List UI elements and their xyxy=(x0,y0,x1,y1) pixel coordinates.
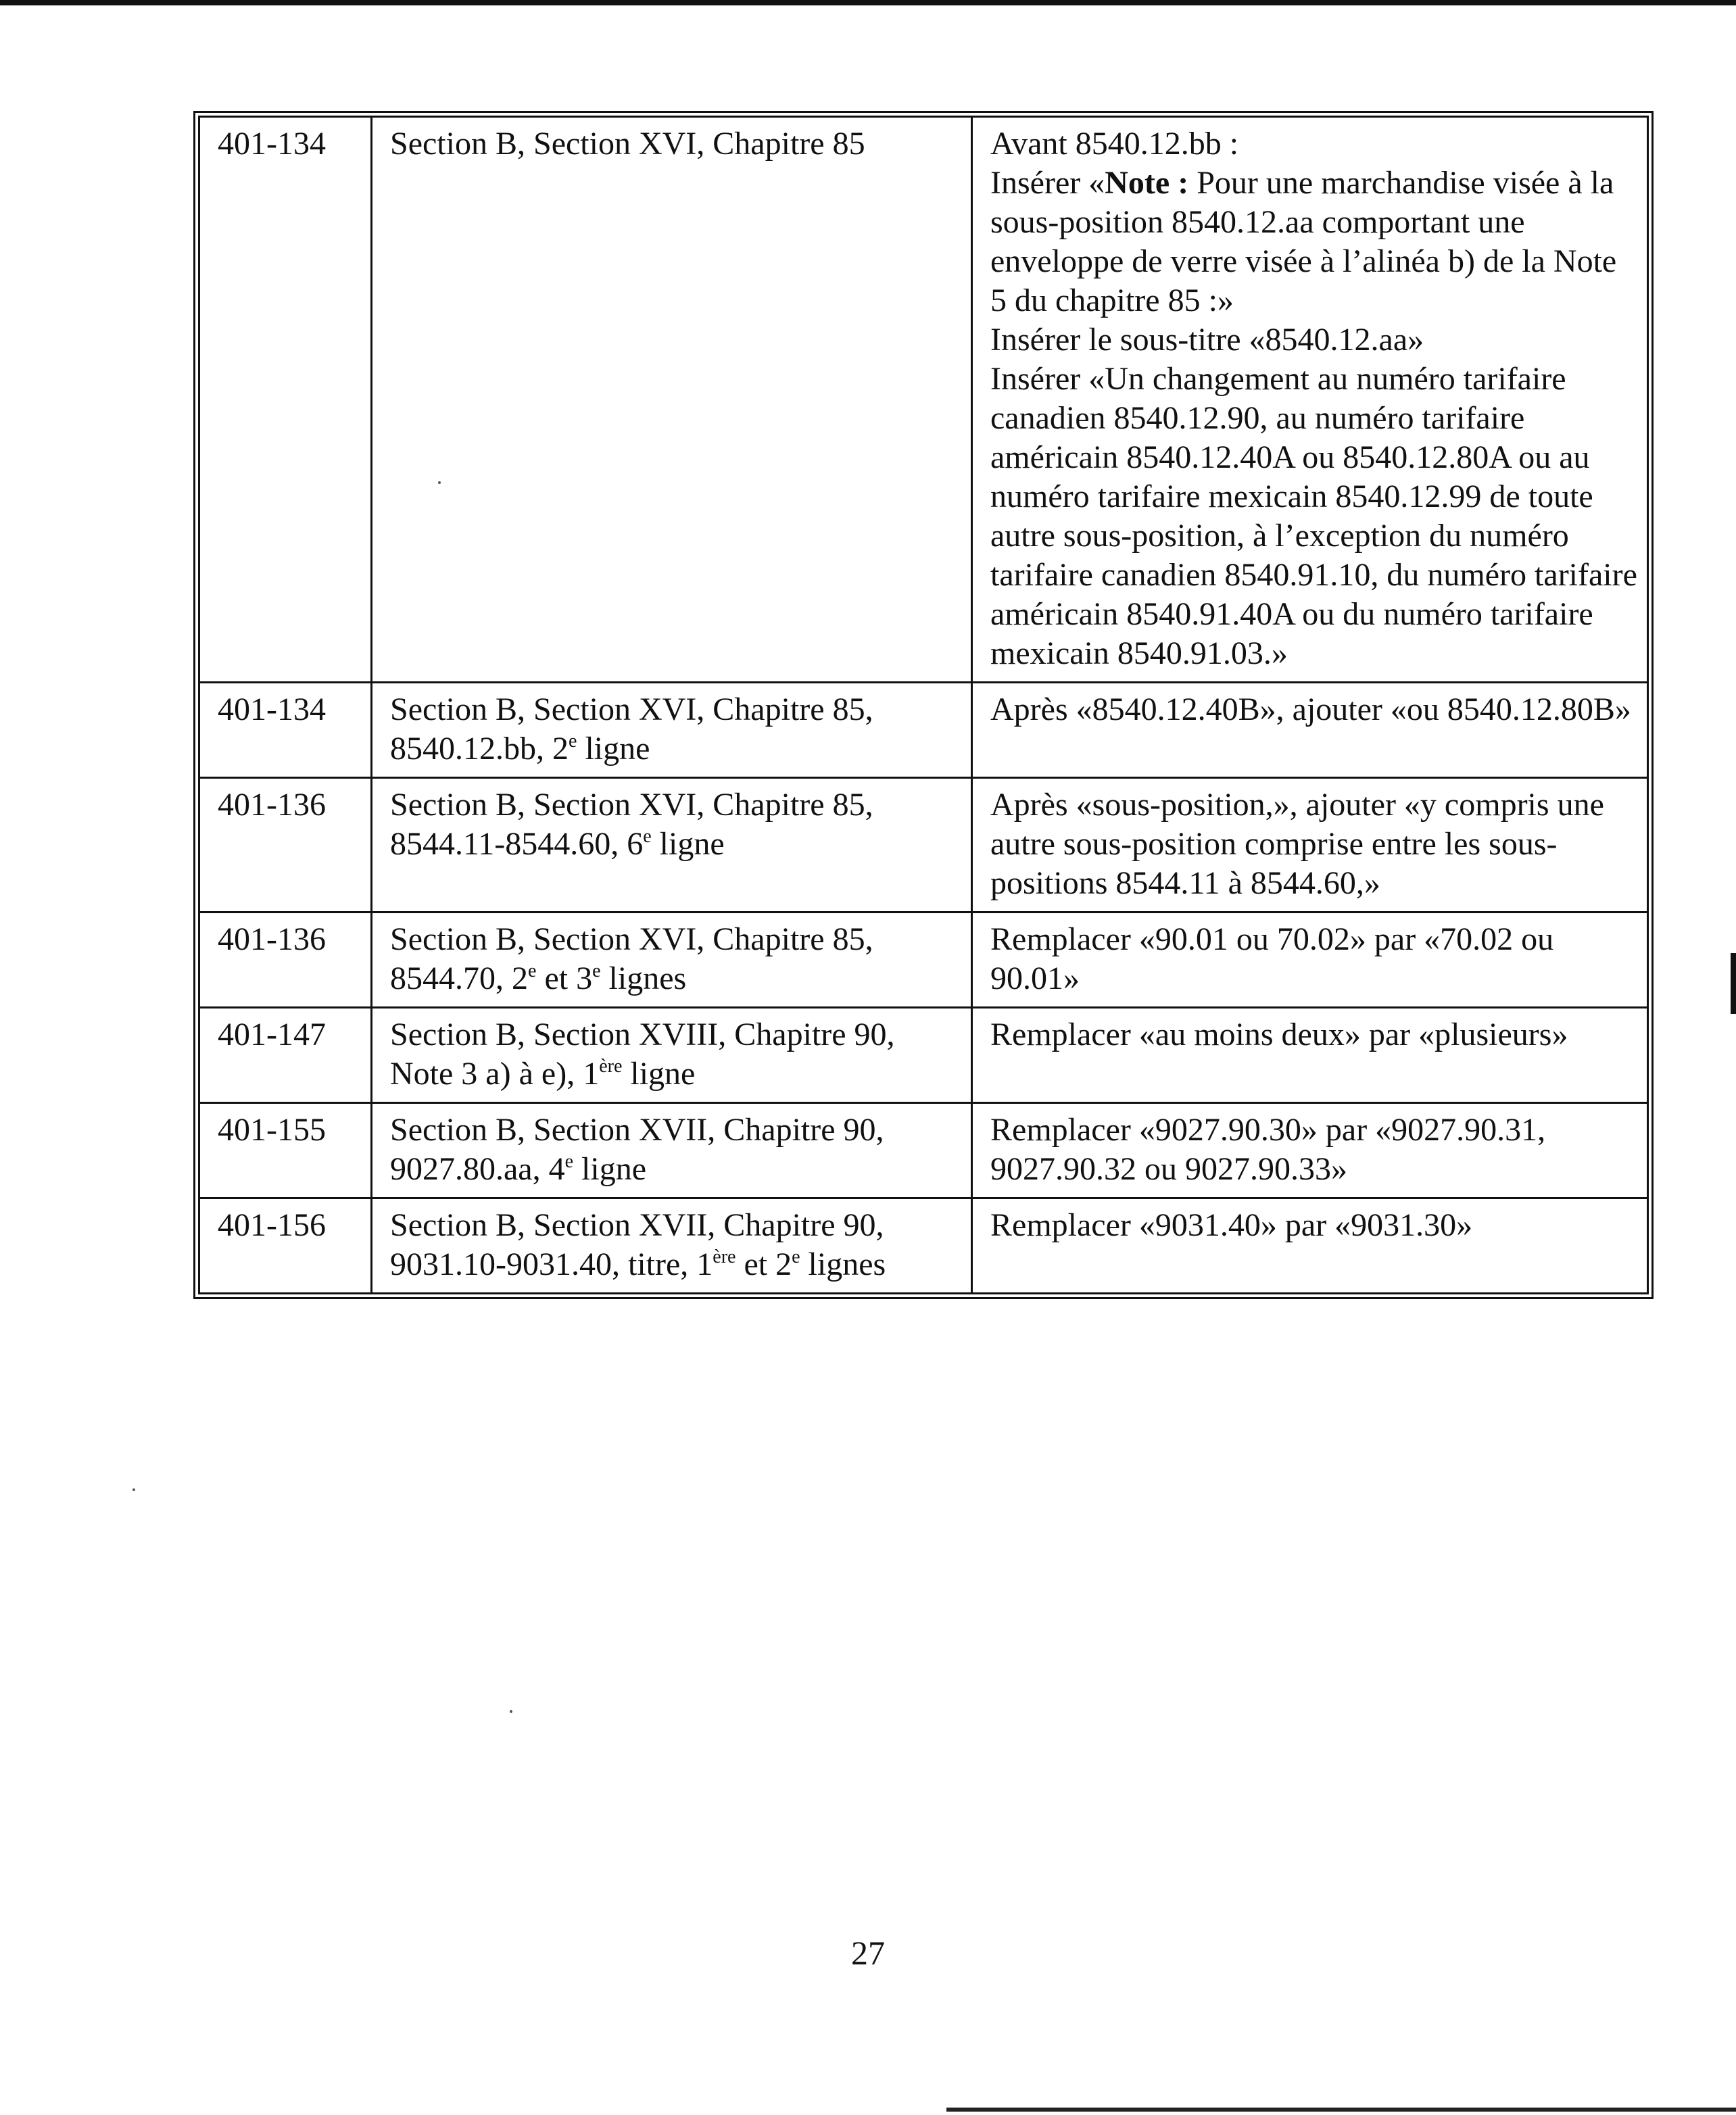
page-ref: 401-155 xyxy=(218,1112,326,1148)
change-cell xyxy=(972,1008,1648,1103)
table-row xyxy=(199,1103,1648,1198)
page-ref: 401-136 xyxy=(218,921,326,957)
right-scan-edge xyxy=(1731,953,1736,1014)
change-cell xyxy=(972,1198,1648,1294)
reference-cell xyxy=(372,117,972,683)
change-line: Après «sous-position,», ajouter «y compris une autre sous-position comprise entre les sous-positions 8544.11 à 8544.60,» xyxy=(990,787,1604,901)
change-cell xyxy=(972,1103,1648,1198)
reference-line: Section B, Section XVI, Chapitre 85, xyxy=(390,787,873,823)
page-cell xyxy=(199,117,372,683)
reference-cell xyxy=(372,1103,972,1198)
amendments-table-frame xyxy=(193,111,1654,1299)
reference-cell xyxy=(372,1008,972,1103)
table-row xyxy=(199,117,1648,683)
change-line: Insérer le sous-titre «8540.12.aa» xyxy=(990,322,1424,358)
page-number: 27 xyxy=(851,1934,885,1972)
reference-line: Section B, Section XVII, Chapitre 90, xyxy=(390,1112,884,1148)
reference-line: 8544.70, 2e et 3e lignes xyxy=(390,961,687,996)
change-line: Remplacer «9031.40» par «9031.30» xyxy=(990,1207,1473,1243)
scan-speck xyxy=(132,1488,135,1491)
reference-line: Section B, Section XVI, Chapitre 85, xyxy=(390,691,873,727)
table-row xyxy=(199,1198,1648,1294)
top-scan-border xyxy=(0,0,1736,5)
change-cell xyxy=(972,778,1648,913)
page-ref: 401-156 xyxy=(218,1207,326,1243)
reference-line: Note 3 a) à e), 1ère ligne xyxy=(390,1056,696,1092)
table-row xyxy=(199,913,1648,1008)
reference-line: Section B, Section XVIII, Chapitre 90, xyxy=(390,1017,895,1052)
change-line: Remplacer «au moins deux» par «plusieurs» xyxy=(990,1017,1568,1052)
reference-cell xyxy=(372,1198,972,1294)
table-row xyxy=(199,683,1648,778)
page-ref: 401-147 xyxy=(218,1017,326,1052)
change-cell xyxy=(972,683,1648,778)
change-line: Insérer «Un changement au numéro tarifaire canadien 8540.12.90, au numéro tarifaire américain 8540.12.40A ou 8540.12.80A ou au numéro tarifaire mexicain 8540.12.99 de toute autre sous-position, à l’exception du numéro tarifaire canadien 8540.91.10, du numéro tarifaire américain 8540.91.40A ou du numéro tarifaire mexicain 8540.91.03.» xyxy=(990,361,1637,671)
page-cell xyxy=(199,913,372,1008)
change-line: Après «8540.12.40B», ajouter «ou 8540.12.80B» xyxy=(990,691,1631,727)
page-ref: 401-136 xyxy=(218,787,326,823)
reference-cell xyxy=(372,683,972,778)
change-line: Remplacer «9027.90.30» par «9027.90.31, 9027.90.32 ou 9027.90.33» xyxy=(990,1112,1546,1187)
bottom-scan-border xyxy=(946,2108,1736,2112)
change-line: Avant 8540.12.bb : xyxy=(990,126,1239,162)
reference-cell xyxy=(372,913,972,1008)
page-ref: 401-134 xyxy=(218,691,326,727)
reference-line: 9031.10-9031.40, titre, 1ère et 2e lignes xyxy=(390,1246,886,1282)
scan-speck xyxy=(438,481,441,484)
reference-line: Section B, Section XVI, Chapitre 85 xyxy=(390,126,865,162)
table-row xyxy=(199,778,1648,913)
page-cell xyxy=(199,1008,372,1103)
page-cell xyxy=(199,683,372,778)
reference-line: Section B, Section XVII, Chapitre 90, xyxy=(390,1207,884,1243)
page-ref: 401-134 xyxy=(218,126,326,162)
change-cell xyxy=(972,117,1648,683)
scan-speck xyxy=(510,1710,512,1713)
reference-line: 8544.11-8544.60, 6e ligne xyxy=(390,826,725,862)
reference-line: 8540.12.bb, 2e ligne xyxy=(390,731,650,767)
change-line-note: Insérer «Note : Pour une marchandise visée à la sous-position 8540.12.aa comportant une enveloppe de verre visée à l’alinéa b) de la Note 5 du chapitre 85 :» xyxy=(990,165,1617,318)
page-cell xyxy=(199,1198,372,1294)
table-row xyxy=(199,1008,1648,1103)
page-cell xyxy=(199,778,372,913)
amendments-table xyxy=(198,116,1649,1294)
change-line: Remplacer «90.01 ou 70.02» par «70.02 ou 90.01» xyxy=(990,921,1554,996)
change-cell xyxy=(972,913,1648,1008)
reference-line: Section B, Section XVI, Chapitre 85, xyxy=(390,921,873,957)
reference-line: 9027.80.aa, 4e ligne xyxy=(390,1151,647,1187)
page-cell xyxy=(199,1103,372,1198)
reference-cell xyxy=(372,778,972,913)
